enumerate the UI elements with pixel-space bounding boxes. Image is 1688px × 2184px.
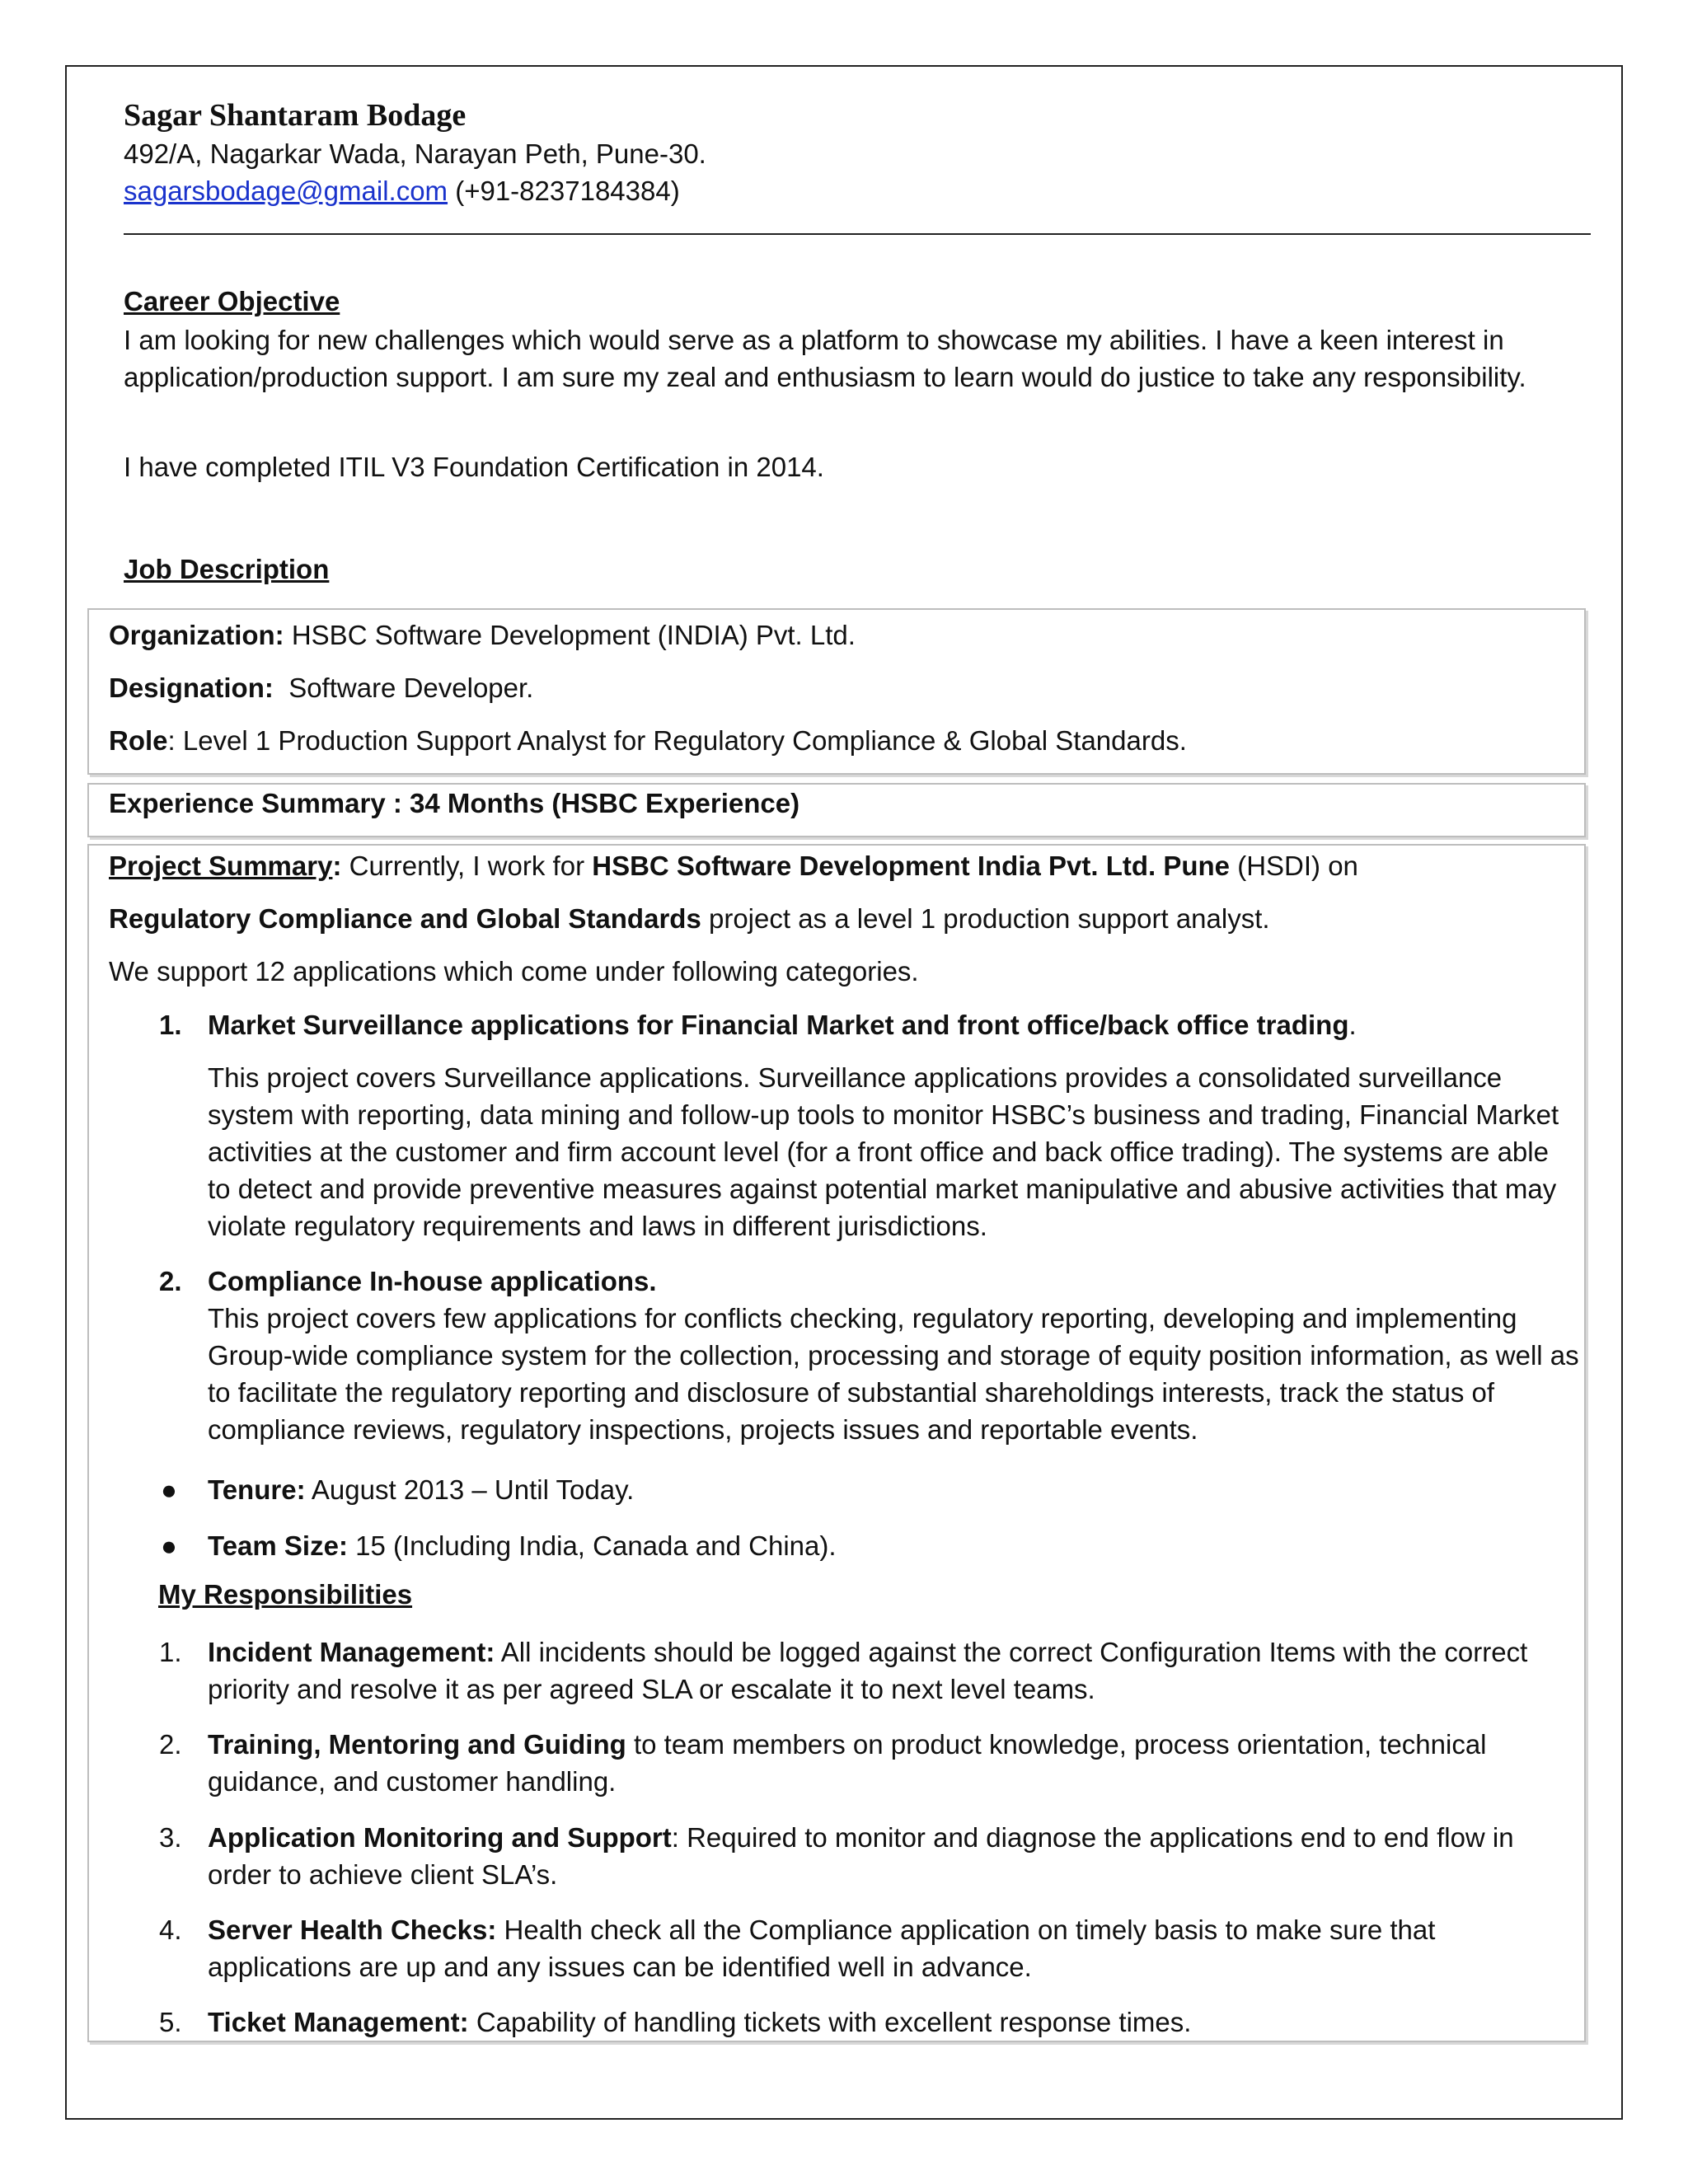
career-objective-text: I am looking for new challenges which would serve as a platform to showcase my abilities. I have a keen interest in application/production support. I am sure my zeal and enthusiasm to learn would do justice to take any responsibility. — [124, 325, 1526, 392]
career-objective-heading: Career Objective — [124, 286, 340, 316]
designation-line — [109, 669, 533, 706]
responsibility-item: Ticket Management: Capability of handling tickets with excellent response times. — [208, 2007, 1192, 2037]
responsibility-number: 3. — [159, 1822, 182, 1853]
role-label: Role — [109, 725, 168, 756]
responsibility-number: 4. — [159, 1915, 182, 1945]
project-summary-line3: We support 12 applications which come under following categories. — [109, 956, 919, 987]
designation-value: Software Developer. — [288, 673, 534, 703]
header-divider — [124, 233, 1591, 235]
project-summary-line2: Regulatory Compliance and Global Standards project as a level 1 production support analyst. — [109, 903, 1270, 934]
responsibility-item: Incident Management: All incidents should be logged against the correct Configuration Items with the correct priority and resolve it as per agreed SLA or escalate it to next level teams. — [208, 1637, 1528, 1704]
certification-text: I have completed ITIL V3 Foundation Certification in 2014. — [124, 452, 824, 482]
job-description-heading: Job Description — [124, 554, 330, 584]
experience-summary: Experience Summary : 34 Months (HSBC Experience) — [109, 788, 800, 818]
category-title: Market Surveillance applications for Financial Market and front office/back office trading. — [208, 1010, 1357, 1040]
designation-label: Designation: — [109, 673, 274, 703]
responsibility-item: Training, Mentoring and Guiding to team members on product knowledge, process orientation, technical guidance, and customer handling. — [208, 1729, 1487, 1797]
address: 492/A, Nagarkar Wada, Narayan Peth, Pune-30. — [124, 138, 706, 169]
category-number: 2. — [159, 1266, 182, 1296]
contact-line — [124, 172, 680, 209]
project-summary-label: Project Summary — [109, 851, 333, 881]
responsibility-number: 5. — [159, 2007, 182, 2037]
responsibility-item: Server Health Checks: Health check all the Compliance application on timely basis to make sure that applications are up and any issues can be identified well in advance. — [208, 1915, 1436, 1982]
category-description: This project covers few applications for conflicts checking, regulatory reporting, developing and implementing Group-wide compliance system for the collection, processing and storage of equity position information, as well as to facilitate the regulatory reporting and disclosure of substantial shareholdings interests, track the status of compliance reviews, regulatory inspections, projects issues and reportable events. — [208, 1303, 1579, 1445]
phone: (+91-8237184384) — [455, 176, 680, 206]
category-description: This project covers Surveillance applications. Surveillance applications provides a consolidated surveillance system with reporting, data mining and follow-up tools to monitor HSBC’s business and trading, Financial Market activities at the customer and firm account level (for a front office and back office trading). The systems are able to detect and provide preventive measures against potential market manipulative and abusive activities that may violate regulatory requirements and laws in different jurisdictions. — [208, 1062, 1559, 1241]
responsibility-number: 1. — [159, 1637, 182, 1667]
category-title: Compliance In-house applications. — [208, 1266, 657, 1296]
responsibility-item: Application Monitoring and Support: Required to monitor and diagnose the applications end to end flow in order to achieve client SLA’s. — [208, 1822, 1514, 1890]
project-summary-line1: Project Summary: Currently, I work for HSBC Software Development India Pvt. Ltd. Pune (HSDI) on — [109, 851, 1358, 881]
candidate-name: Sagar Shantaram Bodage — [124, 98, 467, 133]
team-size-line: Team Size: 15 (Including India, Canada and China). — [208, 1530, 837, 1561]
category-number: 1. — [159, 1010, 182, 1040]
role-value: : Level 1 Production Support Analyst for Regulatory Compliance & Global Standards. — [167, 725, 1187, 756]
organization-value: HSBC Software Development (INDIA) Pvt. Ltd. — [291, 620, 856, 650]
role-line — [109, 722, 1187, 759]
email-link[interactable]: sagarsbodage@gmail.com — [124, 176, 448, 206]
responsibility-number: 2. — [159, 1729, 182, 1760]
organization-label: Organization: — [109, 620, 284, 650]
responsibilities-heading: My Responsibilities — [158, 1579, 413, 1610]
tenure-line: Tenure: August 2013 – Until Today. — [208, 1474, 635, 1505]
organization-line — [109, 616, 856, 654]
bullet-icon: ● — [161, 1474, 177, 1505]
bullet-icon: ● — [161, 1530, 177, 1561]
